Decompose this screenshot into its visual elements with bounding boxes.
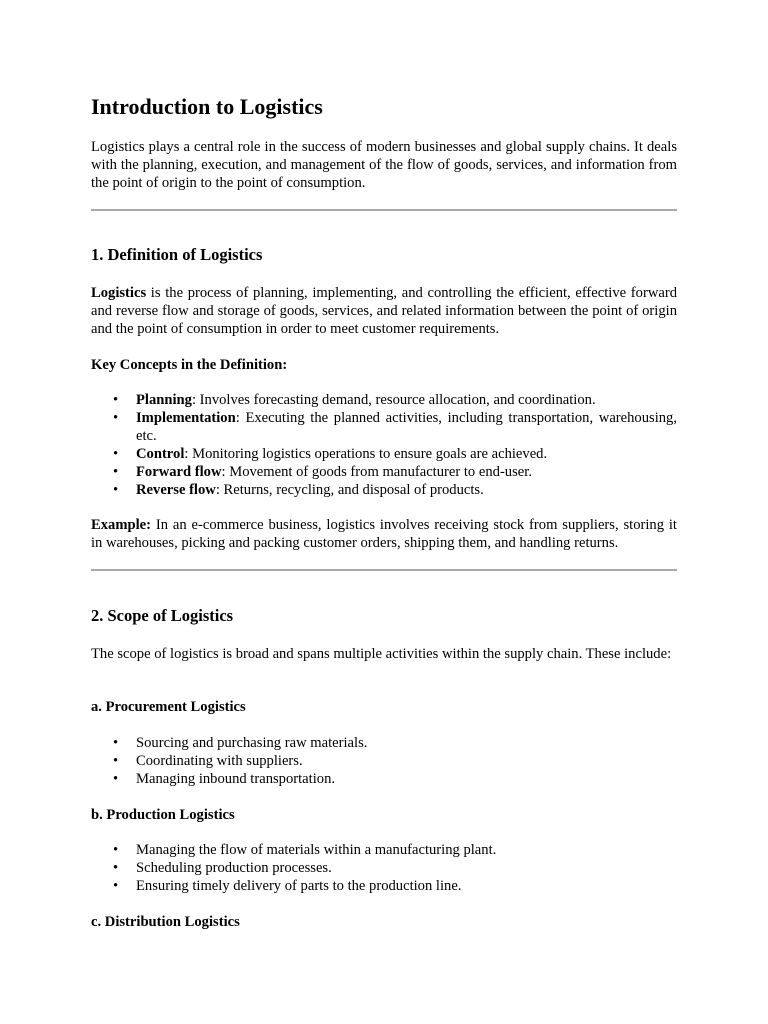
definition-term: Logistics [91,285,147,301]
list-item: • Ensuring timely delivery of parts to the production line. [113,878,462,894]
list-item: • Reverse flow: Returns, recycling, and disposal of products. [113,482,484,498]
definition-text: is the process of planning, implementing, and controlling the efficient, effective forward and reverse flow and storage of goods, services, and related information between the point of origin and the point of consumption in order to meet customer requirements. [91,285,677,337]
bullet-icon: • [113,464,119,480]
list-item: • Sourcing and purchasing raw materials. [113,735,368,751]
bullet-icon: • [113,482,119,498]
list-item: • Managing inbound transportation. [113,771,336,787]
procurement-heading: a. Procurement Logistics [91,699,246,715]
production-heading: b. Production Logistics [91,807,235,823]
bullet-icon: • [113,753,119,769]
section-2-heading: 2. Scope of Logistics [91,606,234,625]
bullet-icon: • [113,392,119,408]
example-text: In an e-commerce business, logistics involves receiving stock from suppliers, storing it in warehouses, picking and packing customer orders, shipping them, and handling returns. [91,517,677,551]
section-1-heading: 1. Definition of Logistics [91,245,263,264]
procurement-list [91,734,677,788]
list-item: • Forward flow: Movement of goods from manufacturer to end-user. [113,464,532,480]
intro-paragraph: Logistics plays a central role in the success of modern businesses and global supply chains. It deals with the planning, execution, and management of the flow of goods, services, and information from the point of origin to the point of consumption. [91,139,677,191]
list-item: • Coordinating with suppliers. [113,753,303,769]
bullet-icon: • [113,860,119,876]
bullet-icon: • [113,771,119,787]
bullet-icon: • [113,410,119,426]
list-item: • Implementation: Executing the planned activities, including transportation, warehousing, etc. [113,410,677,444]
example-paragraph [91,516,677,552]
list-item: • Scheduling production processes. [113,860,332,876]
example-label: Example: [91,517,151,533]
key-concepts-list [91,391,677,499]
scope-intro-paragraph: The scope of logistics is broad and spans multiple activities within the supply chain. These include: [91,646,672,662]
list-item: • Control: Monitoring logistics operations to ensure goals are achieved. [113,446,548,462]
list-item: • Managing the flow of materials within a manufacturing plant. [113,842,497,858]
production-list [91,841,677,895]
page-title: Introduction to Logistics [91,94,323,119]
definition-paragraph [91,284,677,338]
bullet-icon: • [113,878,119,894]
bullet-icon: • [113,446,119,462]
distribution-heading: c. Distribution Logistics [91,914,240,930]
list-item: • Planning: Involves forecasting demand, resource allocation, and coordination. [113,392,596,408]
divider [91,569,677,571]
key-concepts-heading: Key Concepts in the Definition: [91,357,288,373]
divider [91,209,677,211]
bullet-icon: • [113,842,119,858]
bullet-icon: • [113,735,119,751]
